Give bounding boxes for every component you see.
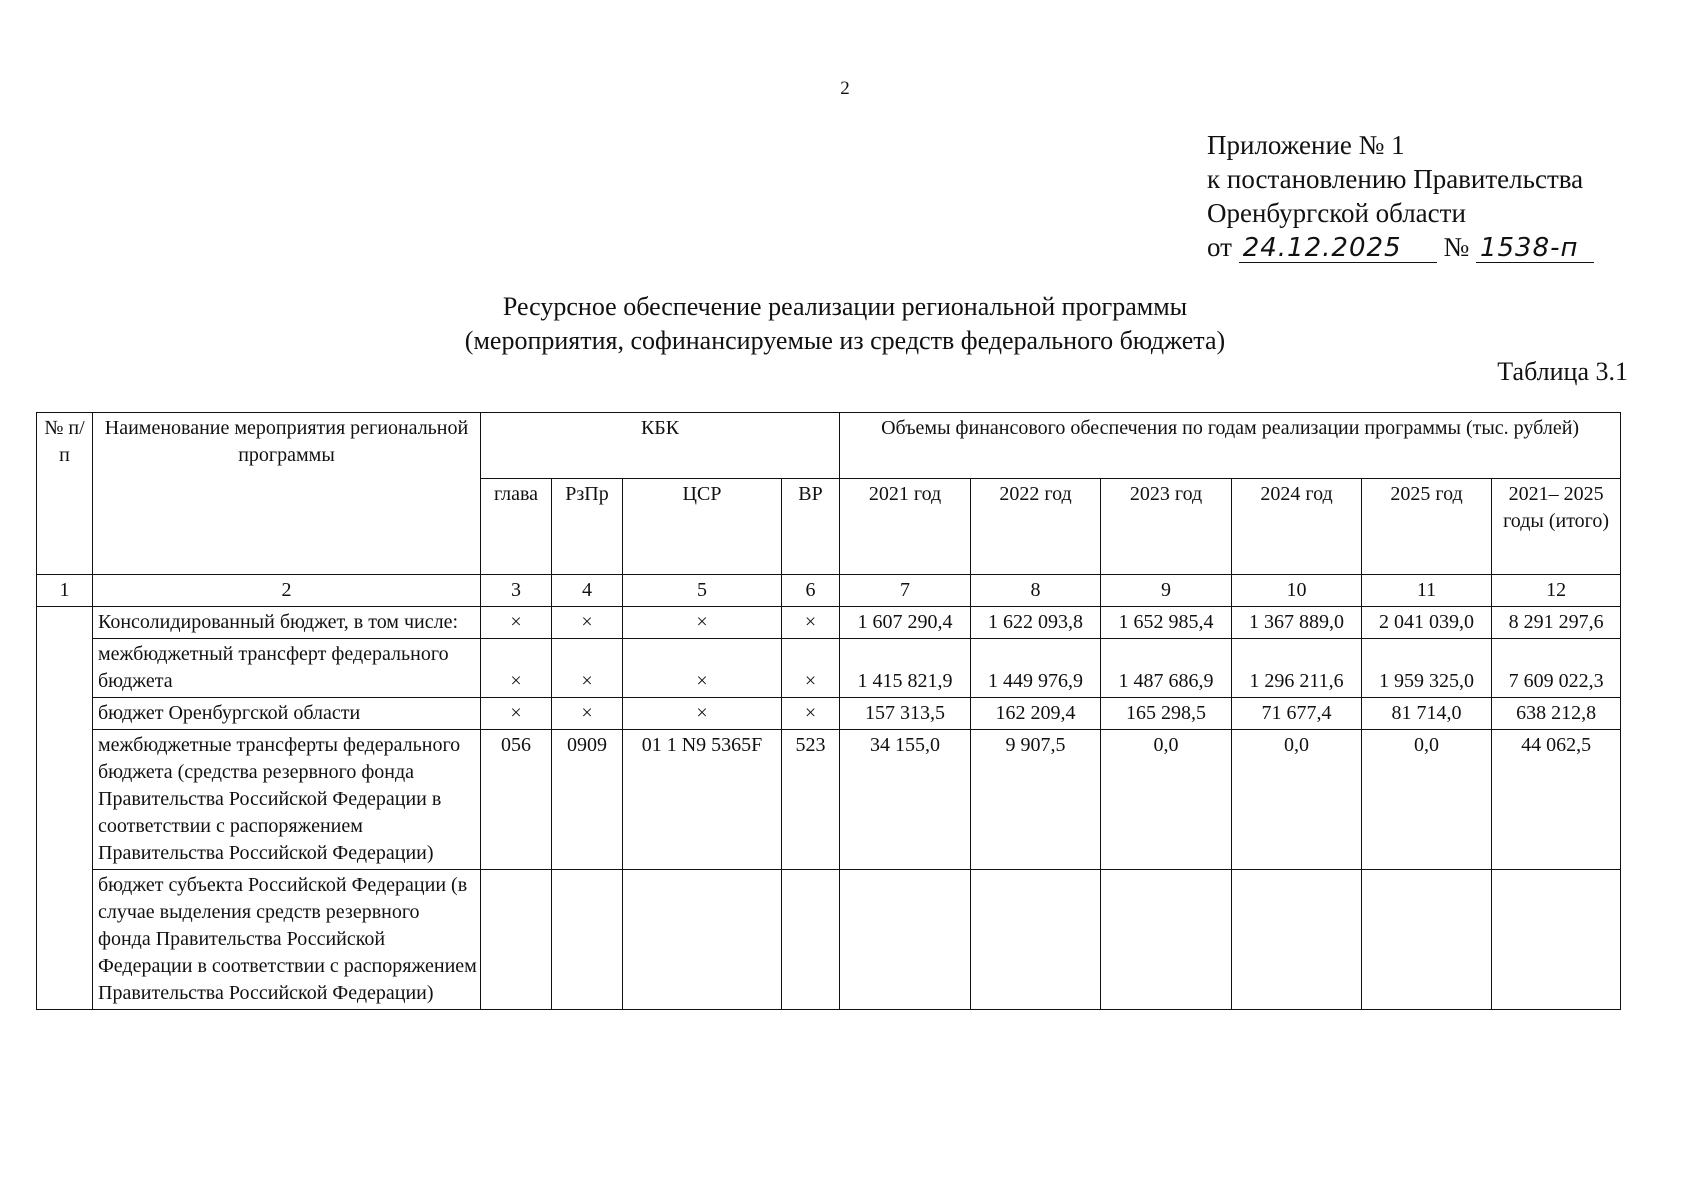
header-row-1 <box>37 413 1621 479</box>
row-name: межбюджетные трансферты федерального бюджета (средства резервного фонда Правительства Российской Федерации в соответствии с распоряжением Правительства Российской Федерации) <box>93 730 481 870</box>
header-volumes: Объемы финансового обеспечения по годам реализации программы (тыс. рублей) <box>840 413 1621 479</box>
cell-vr: × <box>782 698 840 730</box>
cell-2021: 34 155,0 <box>840 730 971 870</box>
row-num-cell <box>37 607 93 1010</box>
table-row <box>37 870 1621 1010</box>
cell-2022 <box>971 870 1101 1010</box>
cell-2024: 1 296 211,6 <box>1232 639 1362 698</box>
header-glava: глава <box>481 479 552 575</box>
cell-csr <box>623 870 782 1010</box>
header-2025: 2025 год <box>1362 479 1492 575</box>
header-num: № п/п <box>37 413 93 575</box>
cell-2025: 0,0 <box>1362 730 1492 870</box>
column-number: 2 <box>93 575 481 607</box>
cell-2021 <box>840 870 971 1010</box>
table-row <box>37 639 1621 698</box>
cell-csr: × <box>623 698 782 730</box>
number-prefix: № <box>1443 232 1470 262</box>
table-caption: Таблица 3.1 <box>1497 357 1628 386</box>
cell-2021: 157 313,5 <box>840 698 971 730</box>
budget-table <box>36 412 1621 1010</box>
header-2022: 2022 год <box>971 479 1101 575</box>
handwritten-date: 24.12.2025 <box>1239 234 1437 263</box>
column-number: 7 <box>840 575 971 607</box>
header-2023: 2023 год <box>1101 479 1232 575</box>
cell-2025: 1 959 325,0 <box>1362 639 1492 698</box>
cell-vr: × <box>782 607 840 639</box>
header-kbk: КБК <box>481 413 840 479</box>
cell-total: 7 609 022,3 <box>1492 639 1621 698</box>
cell-2023: 0,0 <box>1101 730 1232 870</box>
cell-csr: 01 1 N9 5365F <box>623 730 782 870</box>
appendix-line-1: Приложение № 1 <box>1207 130 1405 160</box>
page-number: 2 <box>840 78 850 99</box>
header-2024: 2024 год <box>1232 479 1362 575</box>
cell-2025: 81 714,0 <box>1362 698 1492 730</box>
cell-2025 <box>1362 870 1492 1010</box>
cell-total <box>1492 870 1621 1010</box>
header-name: Наименование мероприятия региональной программы <box>93 413 481 575</box>
cell-2023: 1 487 686,9 <box>1101 639 1232 698</box>
header-2021: 2021 год <box>840 479 971 575</box>
title-line-2: (мероприятия, софинансируемые из средств федерального бюджета) <box>464 326 1226 355</box>
cell-glava: × <box>481 698 552 730</box>
cell-2021: 1 607 290,4 <box>840 607 971 639</box>
header-total: 2021– 2025 годы (итого) <box>1492 479 1621 575</box>
cell-total: 8 291 297,6 <box>1492 607 1621 639</box>
column-number-row <box>37 575 1621 607</box>
cell-2021: 1 415 821,9 <box>840 639 971 698</box>
cell-glava: × <box>481 607 552 639</box>
cell-rzpr: × <box>552 698 623 730</box>
appendix-line-3: Оренбургской области <box>1207 198 1466 228</box>
table-row <box>37 607 1621 639</box>
column-number: 9 <box>1101 575 1232 607</box>
cell-2023: 165 298,5 <box>1101 698 1232 730</box>
cell-2024 <box>1232 870 1362 1010</box>
cell-2023 <box>1101 870 1232 1010</box>
cell-2024: 0,0 <box>1232 730 1362 870</box>
column-number: 11 <box>1362 575 1492 607</box>
cell-2022: 162 209,4 <box>971 698 1101 730</box>
handwritten-number: 1538-п <box>1476 234 1594 263</box>
column-number: 4 <box>552 575 623 607</box>
appendix-line-4 <box>1207 230 1594 264</box>
cell-glava <box>481 870 552 1010</box>
row-name: бюджет субъекта Российской Федерации (в случае выделения средств резервного фонда Правительства Российской Федерации в соответствии с распоряжением Правительства Российской Федерации) <box>93 870 481 1010</box>
table-row <box>37 698 1621 730</box>
cell-2024: 1 367 889,0 <box>1232 607 1362 639</box>
cell-rzpr: × <box>552 639 623 698</box>
column-number: 5 <box>623 575 782 607</box>
cell-rzpr: 0909 <box>552 730 623 870</box>
column-number: 12 <box>1492 575 1621 607</box>
appendix-block <box>1207 128 1594 264</box>
cell-glava: 056 <box>481 730 552 870</box>
column-number: 3 <box>481 575 552 607</box>
cell-glava: × <box>481 639 552 698</box>
cell-vr: × <box>782 639 840 698</box>
cell-csr: × <box>623 639 782 698</box>
cell-vr: 523 <box>782 730 840 870</box>
row-name: Консолидированный бюджет, в том числе: <box>93 607 481 639</box>
row-name: межбюджетный трансферт федерального бюджета <box>93 639 481 698</box>
cell-2023: 1 652 985,4 <box>1101 607 1232 639</box>
cell-2022: 1 622 093,8 <box>971 607 1101 639</box>
title-line-1: Ресурсное обеспечение реализации региональной программы <box>502 292 1188 321</box>
document-title <box>0 290 1690 358</box>
appendix-line-2: к постановлению Правительства <box>1207 164 1584 194</box>
header-vr: ВР <box>782 479 840 575</box>
cell-rzpr <box>552 870 623 1010</box>
cell-2025: 2 041 039,0 <box>1362 607 1492 639</box>
cell-2024: 71 677,4 <box>1232 698 1362 730</box>
cell-total: 638 212,8 <box>1492 698 1621 730</box>
column-number: 8 <box>971 575 1101 607</box>
cell-csr: × <box>623 607 782 639</box>
cell-vr <box>782 870 840 1010</box>
table-row <box>37 730 1621 870</box>
cell-total: 44 062,5 <box>1492 730 1621 870</box>
cell-rzpr: × <box>552 607 623 639</box>
cell-2022: 9 907,5 <box>971 730 1101 870</box>
column-number: 6 <box>782 575 840 607</box>
row-name: бюджет Оренбургской области <box>93 698 481 730</box>
cell-2022: 1 449 976,9 <box>971 639 1101 698</box>
column-number: 10 <box>1232 575 1362 607</box>
header-rzpr: РзПр <box>552 479 623 575</box>
column-number: 1 <box>37 575 93 607</box>
date-prefix: от <box>1207 232 1232 262</box>
header-csr: ЦСР <box>623 479 782 575</box>
